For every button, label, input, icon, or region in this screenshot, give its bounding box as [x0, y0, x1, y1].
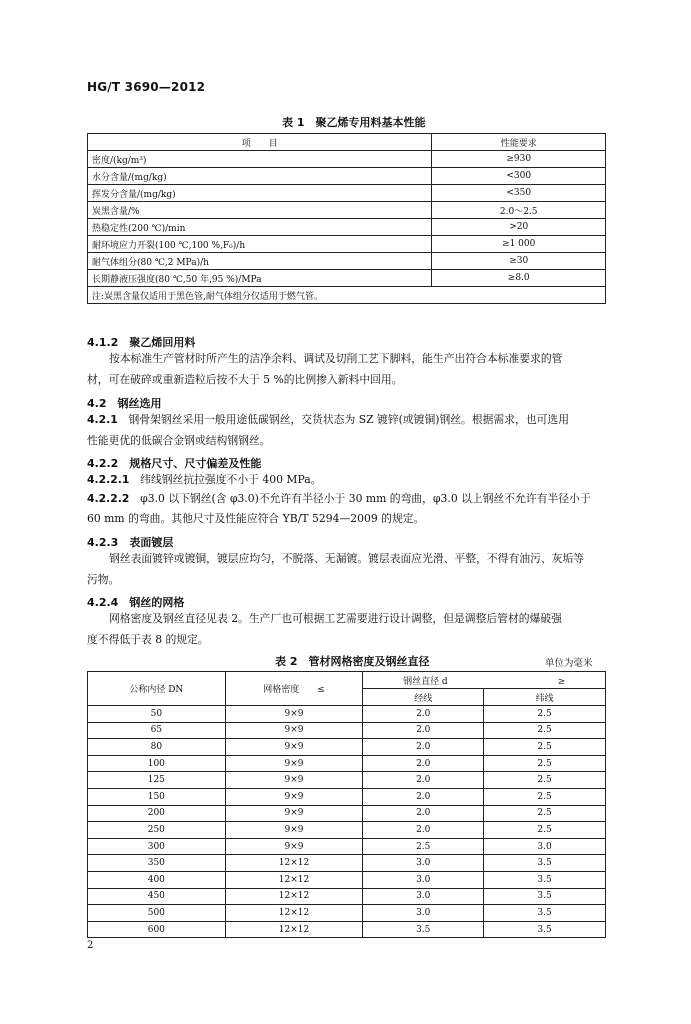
table2-cell: 50	[88, 706, 226, 723]
table2-unit: 单位为毫米	[545, 658, 593, 669]
page-number: 2	[87, 940, 94, 951]
table2-cell: 2.0	[363, 755, 484, 772]
section-number: 4.1.2	[87, 336, 119, 349]
section-title: 规格尺寸、尺寸偏差及性能	[129, 457, 262, 470]
table-row	[88, 772, 606, 789]
section-number: 4.2.2.1	[87, 473, 130, 486]
paragraph: 网格密度及钢丝直径见表 2。生产厂也可根据工艺需要进行设计调整，但是调整后管材的爆破强	[109, 612, 562, 625]
table-row	[88, 838, 606, 855]
table2-cell: 100	[88, 755, 226, 772]
table2-cell: 9×9	[225, 722, 363, 739]
table-row	[88, 168, 606, 185]
table-row	[88, 236, 606, 253]
table2-cell: 2.0	[363, 706, 484, 723]
table1-cell: >20	[432, 219, 606, 236]
paragraph-text: 纬线钢丝抗拉强度不小于 400 MPa。	[140, 473, 322, 486]
table-row	[88, 722, 606, 739]
table2-cell: 2.5	[484, 788, 606, 805]
table-row	[88, 805, 606, 822]
table1-cell: 耐气体组分(80 ℃,2 MPa)/h	[88, 253, 432, 270]
paragraph: 60 mm 的弯曲。其他尺寸及性能应符合 YB/T 5294—2009 的规定。	[87, 512, 425, 525]
table1-cell: ≥930	[432, 151, 606, 168]
table2-cell: 80	[88, 739, 226, 756]
table2-cell: 65	[88, 722, 226, 739]
table1-caption: 表 1 聚乙烯专用料基本性能	[282, 116, 426, 129]
table-row	[88, 755, 606, 772]
table2-cell: 3.5	[484, 888, 606, 905]
table1-note: 注:炭黑含量仅适用于黑色管,耐气体组分仅适用于燃气管。	[88, 287, 606, 304]
table2-cell: 150	[88, 788, 226, 805]
section-4-2-4	[87, 594, 184, 610]
paragraph: 按本标准生产管材时所产生的洁净余料、调试及切削工艺下脚料，能生产出符合本标准要求的管	[109, 352, 563, 365]
table2-cell: 3.5	[484, 921, 606, 938]
table2-cell: 3.5	[484, 905, 606, 922]
table1-cell: 密度/(kg/m³)	[88, 151, 432, 168]
paragraph: 材，可在破碎或重新造粒后按不大于 5 %的比例掺入新料中回用。	[87, 373, 403, 386]
table1-cell: 2.0～2.5	[432, 202, 606, 219]
table2-cell: 2.0	[363, 772, 484, 789]
section-number: 4.2.1	[87, 413, 118, 426]
table2-cell: 9×9	[225, 755, 363, 772]
table2-header-warp: 经线	[363, 689, 484, 706]
table2-cell: 200	[88, 805, 226, 822]
paragraph: 钢丝表面镀锌或镀铜，镀层应均匀，不脱落、无漏镀。镀层表面应光滑、平整，不得有油污、灰垢等	[109, 552, 585, 565]
section-title: 钢丝的网格	[129, 596, 185, 609]
table-row	[88, 855, 606, 872]
section-number: 4.2.2	[87, 457, 119, 470]
table2	[87, 671, 606, 938]
section-number: 4.2.3	[87, 536, 119, 549]
table1-cell: 热稳定性(200 ℃)/min	[88, 219, 432, 236]
table2-cell: 2.5	[363, 838, 484, 855]
paragraph-text: φ3.0 以下钢丝(含 φ3.0)不允许有半径小于 30 mm 的弯曲，φ3.0 以上钢丝不允许有半径小于	[140, 492, 591, 505]
table2-cell: 3.0	[363, 905, 484, 922]
table2-cell: 600	[88, 921, 226, 938]
table2-header-row	[88, 672, 606, 689]
table2-header-density: 网格密度 ≤	[225, 672, 363, 706]
table2-cell: 9×9	[225, 788, 363, 805]
table2-cell: 2.0	[363, 788, 484, 805]
table2-cell: 3.5	[484, 871, 606, 888]
table2-caption: 表 2 管材网格密度及钢丝直径	[275, 655, 430, 668]
table2-cell: 250	[88, 822, 226, 839]
table2-cell: 12×12	[225, 921, 363, 938]
table2-cell: 2.5	[484, 755, 606, 772]
table1-header-row	[88, 134, 606, 151]
paragraph	[87, 489, 607, 510]
section-number: 4.2.4	[87, 596, 119, 609]
table2-cell: 3.5	[363, 921, 484, 938]
table-row	[88, 706, 606, 723]
standard-code: HG/T 3690—2012	[87, 80, 206, 94]
table2-cell: 2.5	[484, 722, 606, 739]
table-row	[88, 822, 606, 839]
table2-cell: 9×9	[225, 739, 363, 756]
section-title: 聚乙烯回用料	[129, 336, 196, 349]
table2-cell: 350	[88, 855, 226, 872]
table2-cell: 3.0	[484, 838, 606, 855]
table1-cell: ≥30	[432, 253, 606, 270]
table2-header-weft: 纬线	[484, 689, 606, 706]
table2-cell: 2.5	[484, 822, 606, 839]
section-title: 钢丝选用	[117, 397, 162, 410]
table1-cell: 炭黑含量/%	[88, 202, 432, 219]
table1-cell: <300	[432, 168, 606, 185]
table-row	[88, 871, 606, 888]
table2-cell: 300	[88, 838, 226, 855]
section-4-1-2	[87, 334, 195, 350]
table2-cell: 2.5	[484, 739, 606, 756]
table2-cell: 9×9	[225, 822, 363, 839]
table1	[87, 133, 606, 304]
section-number: 4.2.2.2	[87, 492, 130, 505]
table2-cell: 12×12	[225, 855, 363, 872]
table1-note-row	[88, 287, 606, 304]
table2-cell: 3.0	[363, 855, 484, 872]
table2-cell: 9×9	[225, 772, 363, 789]
table2-cell: 3.0	[363, 888, 484, 905]
table1-cell: 长期静液压强度(80 ℃,50 年,95 %)/MPa	[88, 270, 432, 287]
table2-cell: 450	[88, 888, 226, 905]
section-4-2-2	[87, 455, 261, 471]
table2-cell: 2.0	[363, 822, 484, 839]
table2-header-wire: 钢丝直径 d ≥	[363, 672, 606, 689]
paragraph-text: 钢骨架钢丝采用一般用途低碳钢丝，交货状态为 SZ 镀锌(或镀铜)钢丝。根据需求，也可选用	[128, 413, 570, 426]
table2-cell: 400	[88, 871, 226, 888]
section-4-2	[87, 395, 162, 411]
table-row	[88, 739, 606, 756]
table2-cell: 125	[88, 772, 226, 789]
table2-cell: 2.5	[484, 706, 606, 723]
table2-cell: 12×12	[225, 888, 363, 905]
table-row	[88, 270, 606, 287]
table-row	[88, 888, 606, 905]
table2-cell: 2.5	[484, 772, 606, 789]
table1-cell: 水分含量/(mg/kg)	[88, 168, 432, 185]
paragraph	[87, 470, 607, 491]
table-row	[88, 185, 606, 202]
table-row	[88, 151, 606, 168]
table2-cell: 9×9	[225, 706, 363, 723]
table2-cell: 500	[88, 905, 226, 922]
table2-cell: 2.0	[363, 722, 484, 739]
paragraph: 性能更优的低碳合金钢或结构钢钢丝。	[87, 434, 271, 447]
section-4-2-3	[87, 534, 173, 550]
section-number: 4.2	[87, 397, 107, 410]
table2-cell: 2.0	[363, 739, 484, 756]
table1-cell: 挥发分含量/(mg/kg)	[88, 185, 432, 202]
table2-cell: 3.5	[484, 855, 606, 872]
paragraph: 污物。	[87, 573, 120, 586]
paragraph	[87, 410, 607, 431]
table1-header-req: 性能要求	[432, 134, 606, 151]
table1-cell: ≥1 000	[432, 236, 606, 253]
table1-header-item: 项 目	[88, 134, 432, 151]
section-title: 表面镀层	[129, 536, 174, 549]
table1-cell: <350	[432, 185, 606, 202]
table2-cell: 9×9	[225, 838, 363, 855]
table2-cell: 12×12	[225, 871, 363, 888]
table1-cell: 耐环境应力开裂(100 ℃,100 %,F₀)/h	[88, 236, 432, 253]
table-row	[88, 219, 606, 236]
table-row	[88, 253, 606, 270]
table2-header-dn: 公称内径 DN	[88, 672, 226, 706]
table2-cell: 9×9	[225, 805, 363, 822]
table-row	[88, 202, 606, 219]
table-row	[88, 921, 606, 938]
table2-cell: 2.0	[363, 805, 484, 822]
table2-cell: 12×12	[225, 905, 363, 922]
table2-cell: 2.5	[484, 805, 606, 822]
table1-cell: ≥8.0	[432, 270, 606, 287]
paragraph: 度不得低于表 8 的规定。	[87, 633, 209, 646]
table-row	[88, 905, 606, 922]
table2-cell: 3.0	[363, 871, 484, 888]
table-row	[88, 788, 606, 805]
